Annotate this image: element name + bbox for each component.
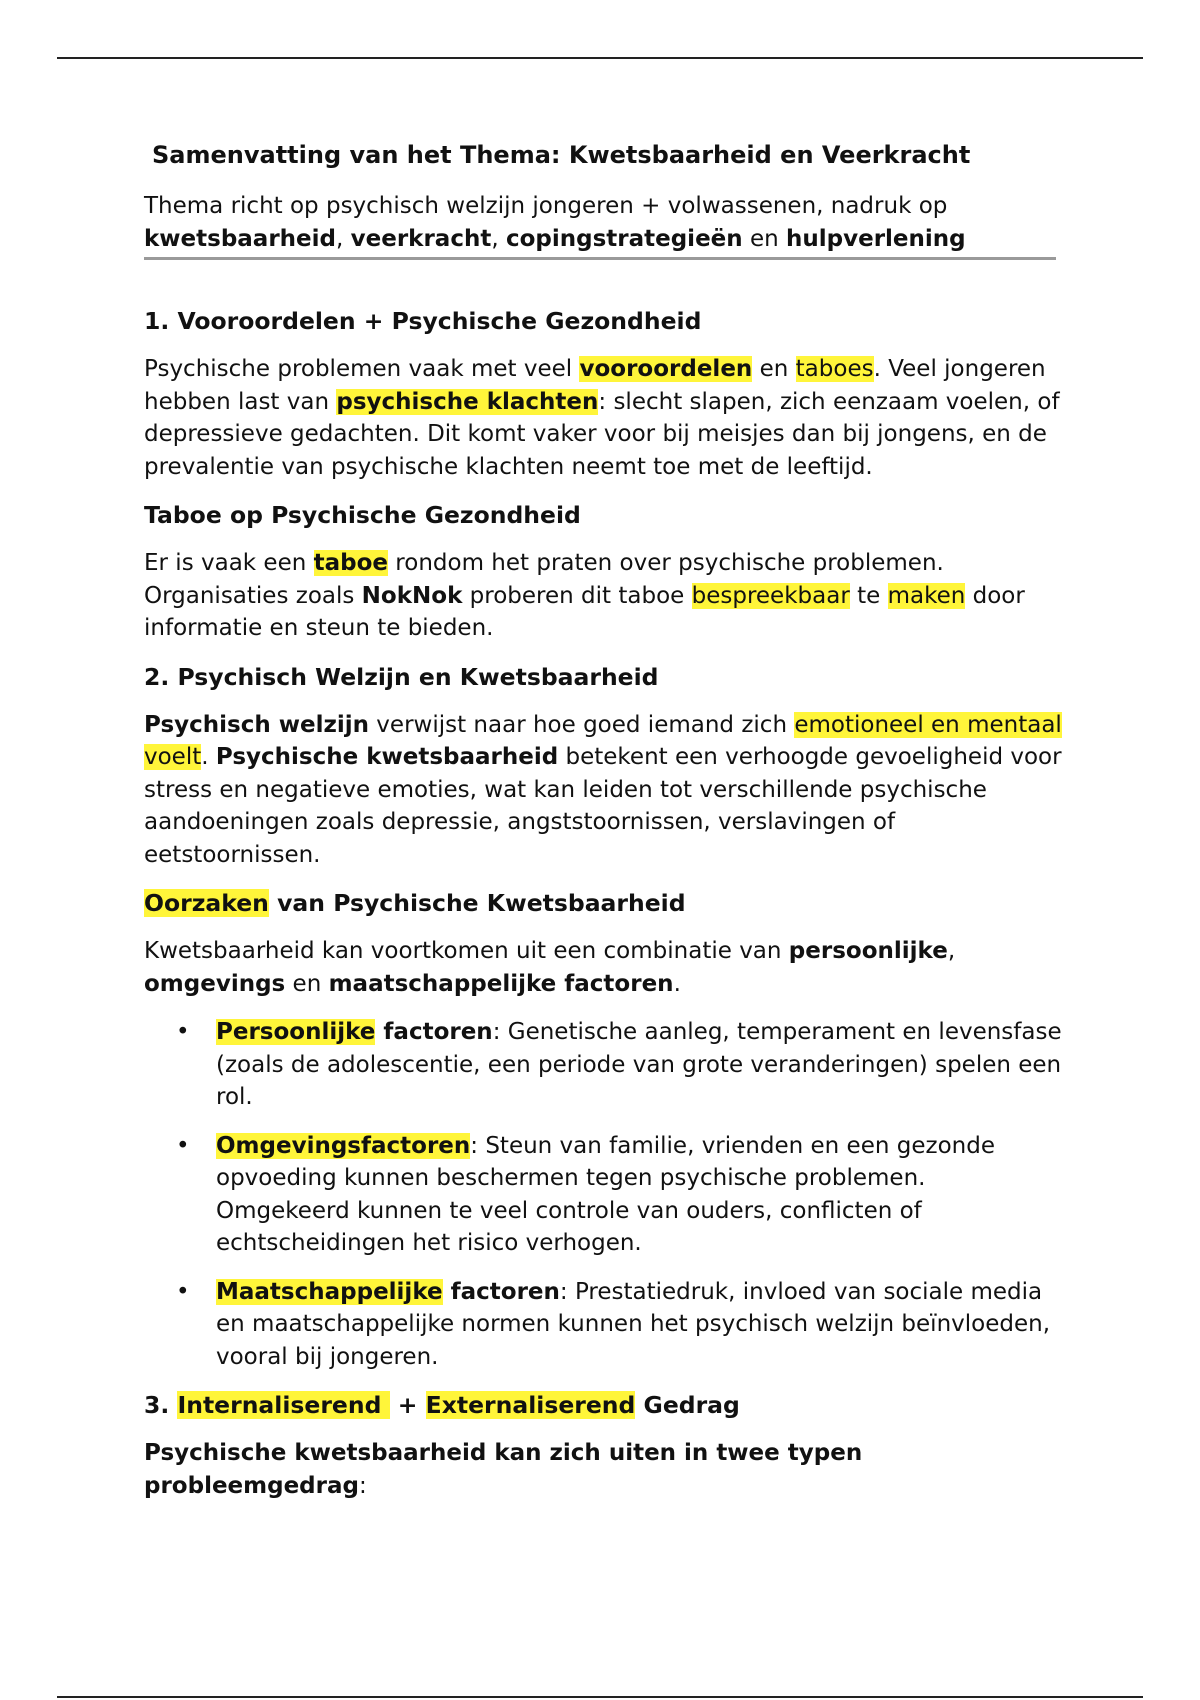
document-body: [144, 138, 1064, 1518]
text-run: .: [673, 970, 681, 997]
heading-text: 3.: [144, 1391, 178, 1419]
highlight-omgevingsfactoren: Omgevingsfactoren: [216, 1132, 471, 1159]
causes-heading: [144, 887, 1064, 919]
document-title: Samenvatting van het Thema: Kwetsbaarheid en Veerkracht: [152, 141, 971, 169]
intro-paragraph: [144, 190, 1056, 260]
list-item-text: : Genetische aanleg, temperament en levensfase (zoals de adolescentie, een periode van grote veranderingen) spelen een rol.: [216, 1019, 1062, 1110]
bullet-icon: •: [176, 1019, 190, 1045]
causes-paragraph: [144, 935, 1064, 1000]
text-run: .: [201, 744, 216, 770]
term-maatschappelijke-factoren: maatschappelijke factoren: [328, 970, 674, 997]
list-item: [144, 1130, 1064, 1260]
section-2-paragraph: [144, 709, 1064, 872]
section-1-heading: 1. Vooroordelen + Psychische Gezondheid: [144, 307, 702, 335]
highlight-bespreekbaar: bespreekbaar: [691, 582, 850, 609]
text-run: :: [358, 1472, 367, 1499]
text-run: en: [752, 356, 796, 382]
text-run: betekent een verhoogde gevoeligheid voor stress en negatieve emoties, wat kan leiden tot verschillende psychische aandoeningen zoals depressie, angststoornissen, verslavingen of eetstoornissen.: [144, 744, 1062, 868]
term-kwetsbaarheid: kwetsbaarheid: [144, 225, 336, 252]
taboo-paragraph: [144, 547, 1064, 645]
list-item-text: : Prestatiedruk, invloed van sociale media en maatschappelijke normen kunnen het psychisch welzijn beïnvloeden, vooral bij jongeren.: [216, 1278, 1051, 1370]
term-psychisch-welzijn: Psychisch welzijn: [144, 711, 369, 738]
term-copingstrategieen: copingstrategieën: [505, 225, 743, 252]
bullet-icon: •: [176, 1278, 190, 1305]
section-3-heading: [144, 1389, 1064, 1421]
text-run: Kwetsbaarheid kan voortkomen uit een combinatie van: [144, 938, 789, 964]
intro-sep: ,: [336, 225, 351, 252]
text-run: rondom het praten over psychische problemen. Organisaties zoals: [144, 550, 944, 609]
list-item: [144, 1276, 1064, 1374]
intro-sep: ,: [491, 225, 506, 252]
footer-rule: [57, 1696, 1143, 1698]
term-hulpverlening: hulpverlening: [786, 225, 966, 252]
section-1-paragraph: [144, 353, 1064, 483]
intro-text: Thema richt op psychisch welzijn jongeren + volwassenen, nadruk op: [144, 193, 948, 219]
intro-sep: en: [742, 225, 786, 252]
highlight-internaliserend: Internaliserend: [177, 1391, 390, 1419]
highlight-vooroordelen: vooroordelen: [579, 356, 753, 382]
term-twee-typen: Psychische kwetsbaarheid kan zich uiten in twee typen probleemgedrag: [144, 1440, 863, 1499]
term-psychische-kwetsbaarheid: Psychische kwetsbaarheid: [215, 744, 559, 770]
term-persoonlijke: persoonlijke: [788, 938, 948, 964]
text-run: door informatie en steun te bieden.: [144, 582, 1025, 641]
list-item: [144, 1016, 1064, 1114]
bullet-icon: •: [176, 1132, 190, 1159]
term-omgevings: omgevings: [144, 970, 286, 997]
text-run: . Veel jongeren hebben last van: [144, 356, 1046, 415]
heading-text: +: [389, 1391, 426, 1419]
taboo-heading: Taboe op Psychische Gezondheid: [144, 501, 581, 529]
highlight-taboe: taboe: [313, 550, 388, 576]
text-run: Psychische problemen vaak met veel: [144, 356, 580, 382]
text-run: : slecht slapen, zich eenzaam voelen, of depressieve gedachten. Dit komt vaker voor bij meisjes dan bij jongens, en de prevalentie van psychische klachten neemt toe met de leeftijd.: [144, 388, 1060, 480]
highlight-maatschappelijke: Maatschappelijke: [216, 1278, 443, 1305]
causes-list: [144, 1016, 1064, 1373]
section-2-heading: 2. Psychisch Welzijn en Kwetsbaarheid: [144, 662, 659, 691]
term-noknok: NokNok: [361, 582, 463, 609]
text-run: te: [849, 582, 888, 609]
highlight-externaliserend: Externaliserend: [425, 1391, 636, 1419]
highlight-emotioneel-mentaal: emotioneel en mentaal voelt: [144, 711, 1062, 770]
text-run: en: [285, 970, 329, 997]
text-run: verwijst naar hoe goed iemand zich: [369, 711, 795, 738]
bold-run: factoren: [375, 1019, 493, 1045]
highlight-persoonlijke: Persoonlijke: [216, 1019, 376, 1045]
section-3-paragraph: [144, 1437, 1064, 1502]
highlight-taboes: taboes: [795, 356, 874, 382]
list-item-text: : Steun van familie, vrienden en een gezonde opvoeding kunnen beschermen tegen psychische problemen. Omgekeerd kunnen te veel controle van ouders, conflicten of echtscheidingen het risico verhogen.: [216, 1132, 995, 1256]
heading-text: van Psychische Kwetsbaarheid: [268, 889, 686, 917]
text-run: proberen dit taboe: [462, 582, 692, 609]
highlight-maken: maken: [887, 582, 966, 609]
bold-run: factoren: [442, 1278, 560, 1305]
text-run: ,: [947, 938, 956, 964]
highlight-psychische-klachten: psychische klachten: [336, 388, 599, 415]
text-run: Er is vaak een: [144, 550, 314, 576]
heading-text: Gedrag: [635, 1391, 740, 1419]
term-veerkracht: veerkracht: [350, 225, 492, 252]
highlight-oorzaken: Oorzaken: [144, 889, 269, 917]
header-rule: [57, 57, 1143, 59]
